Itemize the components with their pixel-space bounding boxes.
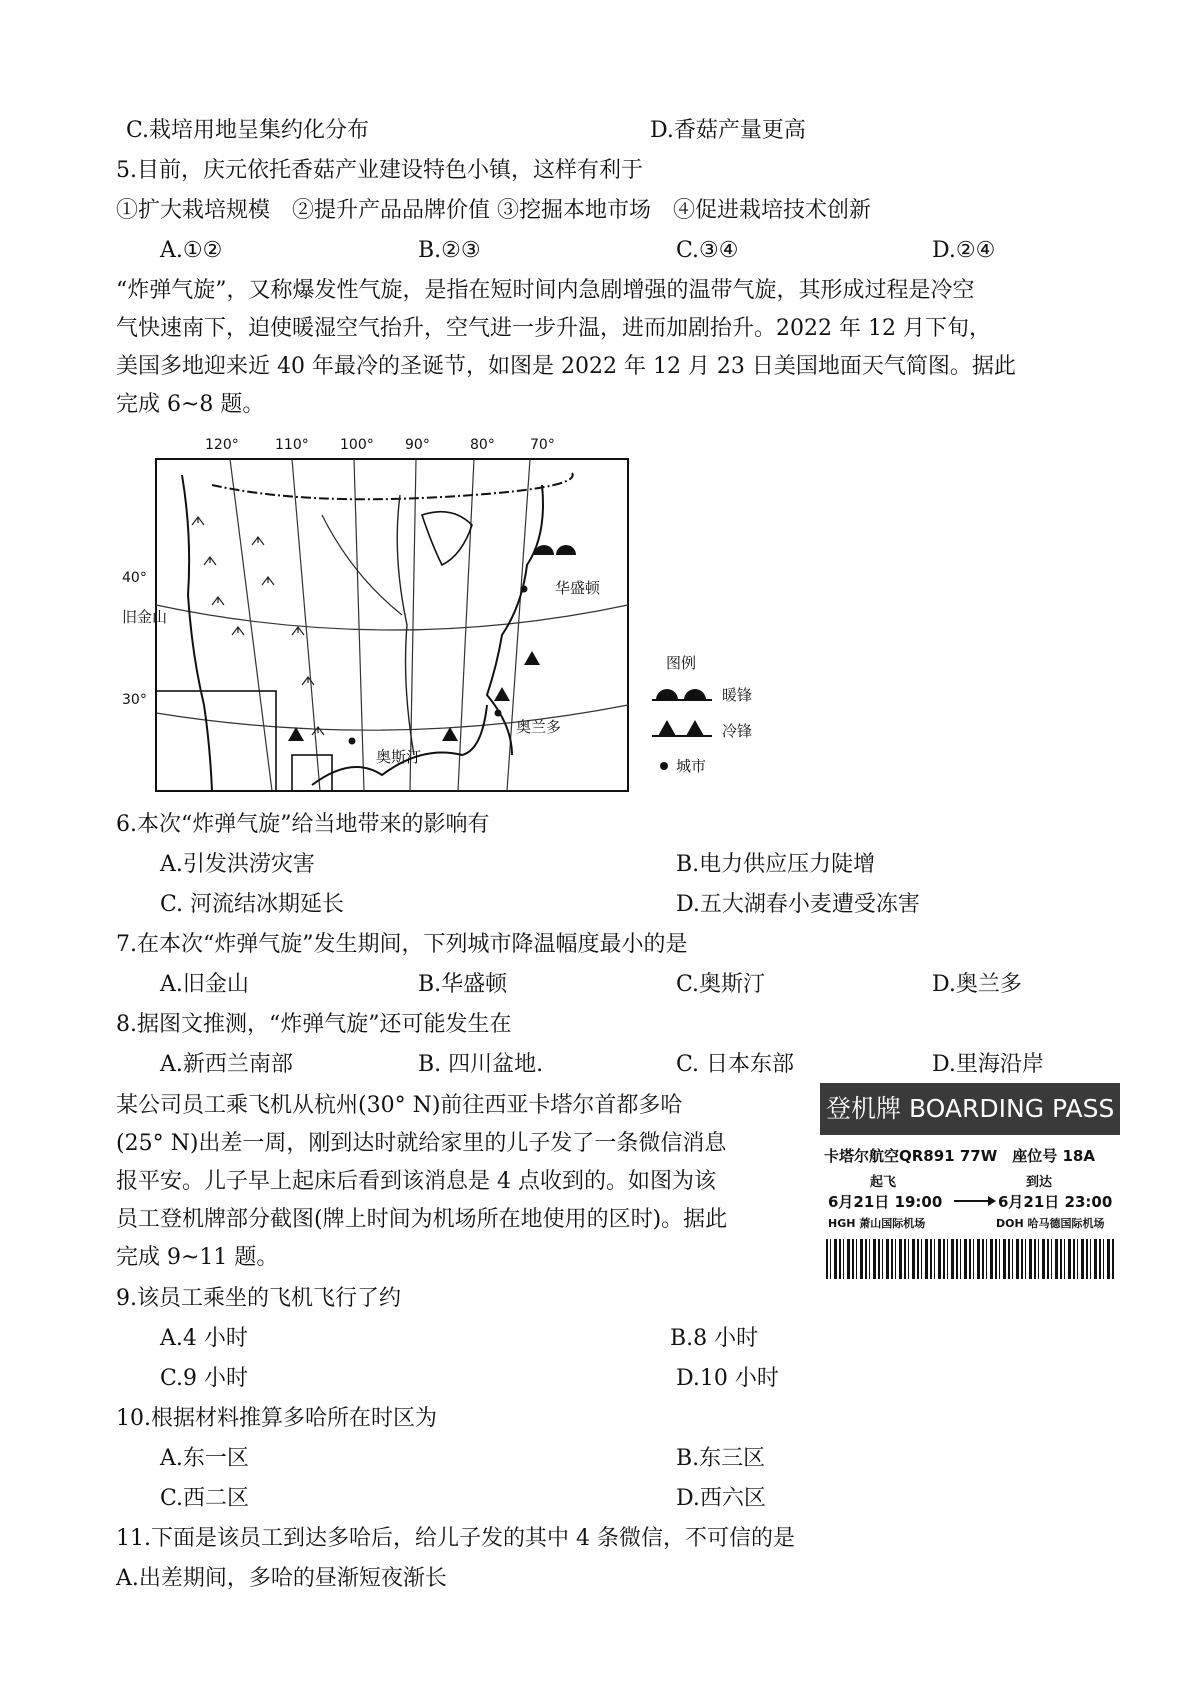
city-dot-orlando [495, 710, 502, 717]
q7-option-c: C.奥斯汀 [676, 972, 766, 997]
boarding-pass-arrive-airport: DOH 哈马德国际机场 [996, 1217, 1105, 1230]
q6-option-b: B.电力供应压力陡增 [676, 852, 876, 877]
q11-stem: 11.下面是该员工到达多哈后，给儿子发的其中 4 条微信，不可信的是 [116, 1526, 795, 1551]
map-frame [156, 459, 628, 791]
city-dot-austin [349, 738, 356, 745]
q7-option-d: D.奥兰多 [932, 972, 1022, 997]
q6-stem: 6.本次“炸弹气旋”给当地带来的影响有 [116, 812, 490, 837]
city-label-dc: 华盛顿 [555, 579, 601, 597]
q10-option-d: D.西六区 [676, 1486, 766, 1511]
q5-option-a: A.①② [160, 238, 223, 263]
q9-option-a: A.4 小时 [160, 1326, 248, 1351]
q9-stem: 9.该员工乘坐的飞机飞行了约 [116, 1286, 401, 1311]
q4-option-d: D.香菇产量更高 [650, 118, 806, 143]
boarding-pass [820, 1083, 1120, 1288]
legend-city-label: 城市 [676, 757, 707, 775]
q11-option-a: A.出差期间，多哈的昼渐短夜渐长 [116, 1566, 447, 1591]
q8-option-a: A.新西兰南部 [160, 1052, 293, 1077]
city-label-orlando: 奥兰多 [516, 718, 562, 736]
q9-option-b: B.8 小时 [670, 1326, 759, 1351]
lat-label-40: 40° [122, 570, 147, 586]
q6-option-a: A.引发洪涝灾害 [160, 852, 315, 877]
city-label-austin: 奥斯汀 [376, 748, 422, 766]
q5-option-b: B.②③ [418, 238, 481, 263]
lat-label-30: 30° [122, 692, 147, 708]
lon-label-70-html: 70° [530, 437, 555, 453]
q7-stem: 7.在本次“炸弹气旋”发生期间，下列城市降温幅度最小的是 [116, 932, 688, 957]
q7-option-a: A.旧金山 [160, 972, 249, 997]
map-inset [156, 691, 276, 791]
q8-stem: 8.据图文推测，“炸弹气旋”还可能发生在 [116, 1012, 512, 1037]
boarding-pass-flight: 卡塔尔航空QR891 77W 座位号 18A [824, 1147, 1095, 1165]
lon-label-120-html: 120° [205, 437, 239, 453]
passage1-line1: “炸弹气旋”，又称爆发性气旋，是指在短时间内急剧增强的温带气旋，其形成过程是冷空 [116, 278, 975, 303]
lon-label-100-html: 100° [340, 437, 374, 453]
passage1-line3: 美国多地迎来近 40 年最冷的圣诞节，如图是 2022 年 12 月 23 日美国地面天气简图。据此 [116, 354, 1016, 379]
canada-border [212, 473, 573, 499]
cold-front [288, 651, 540, 741]
legend-cold-symbol [652, 718, 712, 738]
q5-items: ①扩大栽培规模 ②提升产品品牌价值 ③挖掘本地市场 ④促进栽培技术创新 [116, 198, 871, 223]
legend-title: 图例 [666, 654, 697, 672]
q6-option-c: C. 河流结冰期延长 [160, 892, 345, 917]
passage2-line2: (25° N)出差一周，刚到达时就给家里的儿子发了一条微信消息 [116, 1131, 727, 1156]
lon-label-110-html: 110° [275, 437, 309, 453]
passage2-line1: 某公司员工乘飞机从杭州(30° N)前往西亚卡塔尔首都多哈 [116, 1093, 683, 1118]
us-weather-map [152, 455, 632, 795]
barcode [826, 1239, 1116, 1279]
boarding-pass-arrive-label: 到达 [1026, 1175, 1053, 1190]
warm-front [534, 545, 576, 555]
city-dot-dc [521, 586, 528, 593]
q6-option-d: D.五大湖春小麦遭受冻害 [676, 892, 920, 917]
q8-option-c: C. 日本东部 [676, 1052, 795, 1077]
boarding-pass-depart-time: 6月21日 19:00 [828, 1193, 943, 1211]
q10-stem: 10.根据材料推算多哈所在时区为 [116, 1406, 437, 1431]
q8-option-d: D.里海沿岸 [932, 1052, 1044, 1077]
map-inset-small [292, 755, 332, 791]
legend-warm-label: 暖锋 [722, 686, 753, 704]
q10-option-c: C.西二区 [160, 1486, 250, 1511]
missouri-river [322, 515, 402, 615]
legend-cold-label: 冷锋 [722, 722, 753, 740]
q7-option-b: B.华盛顿 [418, 972, 508, 997]
boarding-pass-depart-airport: HGH 萧山国际机场 [828, 1217, 926, 1230]
q10-option-b: B.东三区 [676, 1446, 766, 1471]
passage2-line5: 完成 9~11 题。 [116, 1245, 279, 1270]
boarding-pass-depart-label: 起飞 [870, 1175, 897, 1190]
city-label-sf: 旧金山 [122, 608, 168, 626]
passage1-line4: 完成 6~8 题。 [116, 392, 265, 417]
q5-option-c: C.③④ [676, 238, 739, 263]
passage2-line4: 员工登机牌部分截图(牌上时间为机场所在地使用的区时)。据此 [116, 1207, 728, 1232]
arrow-right-icon [954, 1195, 996, 1207]
great-lakes [422, 512, 472, 565]
passage2-line3: 报平安。儿子早上起床后看到该消息是 4 点收到的。如图为该 [116, 1169, 716, 1194]
q5-option-d: D.②④ [932, 238, 996, 263]
map-graticule [156, 459, 628, 791]
q10-option-a: A.东一区 [160, 1446, 249, 1471]
q5-stem: 5.目前，庆元依托香菇产业建设特色小镇，这样有利于 [116, 158, 643, 183]
legend-city-symbol [658, 760, 670, 772]
boarding-pass-arrive-time: 6月21日 23:00 [998, 1193, 1113, 1211]
q8-option-b: B. 四川盆地. [418, 1052, 544, 1077]
legend-warm-symbol [652, 682, 712, 702]
west-coast [182, 475, 212, 791]
q9-option-c: C.9 小时 [160, 1366, 249, 1391]
passage1-line2: 气快速南下，迫使暖湿空气抬升，空气进一步升温，进而加剧抬升。2022 年 12 月下旬， [116, 316, 991, 341]
q4-option-c: C.栽培用地呈集约化分布 [126, 118, 370, 143]
lon-label-80-html: 80° [470, 437, 495, 453]
boarding-pass-title: 登机牌 BOARDING PASS [826, 1094, 1115, 1123]
lon-label-90-html: 90° [405, 437, 430, 453]
q9-option-d: D.10 小时 [676, 1366, 779, 1391]
